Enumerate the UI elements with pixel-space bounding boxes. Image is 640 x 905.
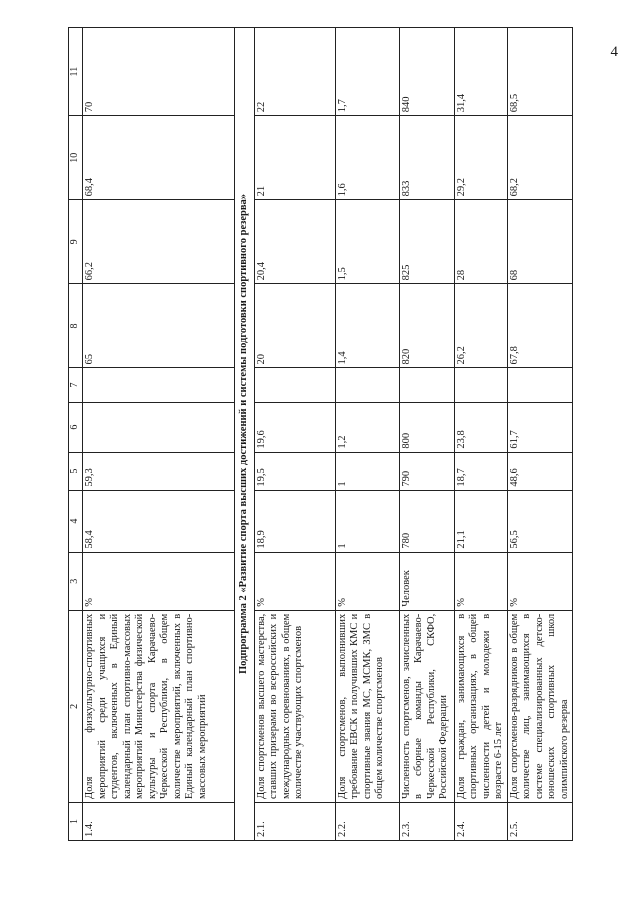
value-cell [507, 368, 573, 402]
header-cell: 1 [69, 802, 83, 840]
header-cell: 11 [69, 28, 83, 116]
unit-cell: % [454, 552, 507, 610]
header-cell: 7 [69, 368, 83, 402]
value-cell: 1 [335, 452, 399, 490]
value-cell: 825 [399, 200, 454, 284]
value-cell: 22 [254, 28, 335, 116]
indicator-name-cell: Доля спортсменов высшего мастерства, ставших призерами во всероссийских и международных соревнованиях, в общем количестве участвующих спортсменов [254, 610, 335, 802]
value-cell: 70 [83, 28, 235, 116]
header-cell: 10 [69, 116, 83, 200]
indicators-table-wrapper [68, 27, 573, 841]
row-number-cell: 1.4. [83, 802, 235, 840]
value-cell: 56,5 [507, 490, 573, 552]
value-cell: 65 [83, 284, 235, 368]
value-cell [454, 368, 507, 402]
value-cell: 820 [399, 284, 454, 368]
value-cell: 780 [399, 490, 454, 552]
row-number-cell: 2.5. [507, 802, 573, 840]
unit-cell: % [83, 552, 235, 610]
value-cell: 18,9 [254, 490, 335, 552]
value-cell: 840 [399, 28, 454, 116]
header-cell: 5 [69, 452, 83, 490]
indicators-table [68, 27, 573, 841]
value-cell: 1,4 [335, 284, 399, 368]
unit-cell: Человек [399, 552, 454, 610]
row-number-cell: 2.1. [254, 802, 335, 840]
header-cell: 9 [69, 200, 83, 284]
row-number-cell: 2.3. [399, 802, 454, 840]
value-cell: 800 [399, 402, 454, 452]
value-cell: 1,6 [335, 116, 399, 200]
header-cell: 6 [69, 402, 83, 452]
table-row [399, 28, 454, 841]
value-cell: 67,8 [507, 284, 573, 368]
table-row [83, 28, 235, 841]
value-cell: 1,2 [335, 402, 399, 452]
value-cell: 833 [399, 116, 454, 200]
value-cell: 58,4 [83, 490, 235, 552]
table-row [254, 28, 335, 841]
unit-cell: % [335, 552, 399, 610]
row-number-cell: 2.2. [335, 802, 399, 840]
value-cell: 21 [254, 116, 335, 200]
header-cell: 4 [69, 490, 83, 552]
value-cell: 19,5 [254, 452, 335, 490]
header-cell: 2 [69, 610, 83, 802]
value-cell: 1,7 [335, 28, 399, 116]
value-cell: 1,5 [335, 200, 399, 284]
value-cell: 61,7 [507, 402, 573, 452]
value-cell [335, 368, 399, 402]
header-row [69, 28, 83, 841]
table-row [507, 28, 573, 841]
value-cell [399, 368, 454, 402]
unit-cell: % [507, 552, 573, 610]
value-cell: 68,5 [507, 28, 573, 116]
value-cell: 68,4 [83, 116, 235, 200]
value-cell: 1 [335, 490, 399, 552]
value-cell: 26,2 [454, 284, 507, 368]
indicator-name-cell: Численность спортсменов, зачисленных в сборные команды Карачаево-Черкесской Республики, СКФО, Российской Федерации [399, 610, 454, 802]
table-row [454, 28, 507, 841]
value-cell: 59,3 [83, 452, 235, 490]
value-cell: 19,6 [254, 402, 335, 452]
value-cell [83, 368, 235, 402]
value-cell: 29,2 [454, 116, 507, 200]
section-title: Подпрограмма 2 «Развитие спорта высших достижений и системы подготовки спортивного резерва» [235, 28, 255, 841]
header-cell: 3 [69, 552, 83, 610]
value-cell: 66,2 [83, 200, 235, 284]
header-cell: 8 [69, 284, 83, 368]
row-number-cell: 2.4. [454, 802, 507, 840]
value-cell [83, 402, 235, 452]
page-number: 4 [610, 44, 618, 60]
indicator-name-cell: Доля спортсменов-разрядников в общем количестве лиц, занимающихся в системе специализированных детско-юношеских спортивных школ олимпийского резерва [507, 610, 573, 802]
value-cell: 20,4 [254, 200, 335, 284]
value-cell: 68 [507, 200, 573, 284]
value-cell: 18,7 [454, 452, 507, 490]
value-cell: 21,1 [454, 490, 507, 552]
unit-cell: % [254, 552, 335, 610]
value-cell: 48,6 [507, 452, 573, 490]
value-cell: 28 [454, 200, 507, 284]
value-cell: 68,2 [507, 116, 573, 200]
indicator-name-cell: Доля граждан, занимающихся в спортивных организациях, в общей численности детей и молодежи в возрасте 6-15 лет [454, 610, 507, 802]
value-cell: 31,4 [454, 28, 507, 116]
value-cell [254, 368, 335, 402]
table-body [69, 28, 573, 841]
value-cell: 23,8 [454, 402, 507, 452]
section-row [235, 28, 255, 841]
value-cell: 790 [399, 452, 454, 490]
indicator-name-cell: Доля спортсменов, выполнивших требование ЕВСК и получивших КМС и спортивные звания МС, МСМК, ЗМС в общем количестве спортсменов [335, 610, 399, 802]
indicator-name-cell: Доля физкультурно-спортивных мероприятий среди учащихся и студентов, включенных в Единый календарный план спортивно-массовых мероприятий Министерства физической культуры и спорта Карачаево-Черкесской Республики, в общем количестве мероприятий, включенных в Единый календарный план спортивно-массовых мероприятий [83, 610, 235, 802]
value-cell: 20 [254, 284, 335, 368]
table-row [335, 28, 399, 841]
